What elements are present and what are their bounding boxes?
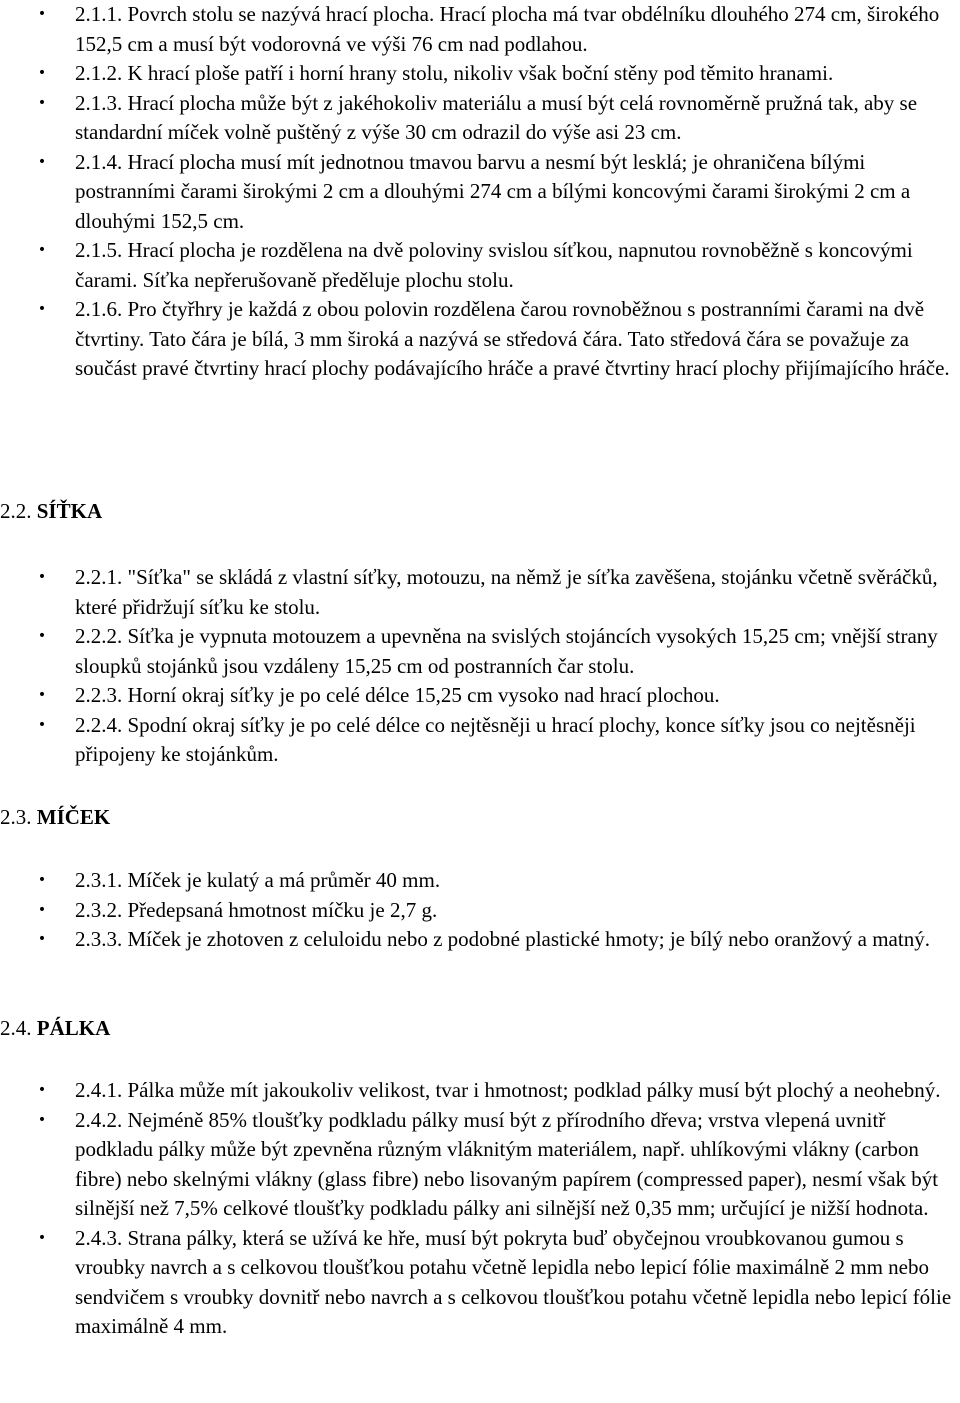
bullet-icon: • xyxy=(37,931,47,947)
item-text: 2.3.1. Míček je kulatý a má průměr 40 mm. xyxy=(75,868,441,892)
list-item xyxy=(0,1224,960,1342)
item-text: 2.4.3. Strana pálky, která se užívá ke hře, musí být pokryta buď obyčejnou vroubkovanou gumou s vroubky navrch a s celkovou tloušťkou potahu včetně lepidla nebo lepicí fólie maximálně 2 mm nebo sendvičem s vroubky dovnitř nebo navrch a s celkovou tloušťkou potahu včetně lepidla nebo lepicí fólie maximálně 4 mm. xyxy=(75,1225,952,1338)
bullet-icon: • xyxy=(37,6,47,22)
section-title: SÍŤKA xyxy=(36,499,103,523)
list-item xyxy=(0,148,960,237)
item-text: 2.1.2. K hrací ploše patří i horní hrany stolu, nikoliv však boční stěny pod těmito hranami. xyxy=(75,61,834,85)
item-text: 2.2.1. "Síťka" se skládá z vlastní síťky, motouzu, na němž je síťka zavěšena, stojánku včetně svěráčků, které přidržují síťku ke stolu. xyxy=(75,565,938,619)
section-number: 2.2. xyxy=(0,499,32,523)
bullet-icon: • xyxy=(37,872,47,888)
item-text: 2.2.3. Horní okraj síťky je po celé délce 15,25 cm vysoko nad hrací plochou. xyxy=(75,683,720,707)
section-heading-ball xyxy=(0,803,960,833)
item-text: 2.1.3. Hrací plocha může být z jakéhokoliv materiálu a musí být celá rovnoměrně pružná tak, aby se standardní míček volně puštěný z výše 30 cm odrazil do výše asi 23 cm. xyxy=(75,90,918,144)
section-heading-net xyxy=(0,497,960,527)
bullet-icon: • xyxy=(37,569,47,585)
bullet-icon: • xyxy=(37,94,47,111)
bullet-icon: • xyxy=(37,628,47,644)
list-item xyxy=(0,59,960,89)
bullet-icon: • xyxy=(37,153,47,170)
ball-section xyxy=(0,866,960,955)
list-item xyxy=(0,866,960,896)
bullet-icon: • xyxy=(37,716,47,733)
list-item xyxy=(0,711,960,770)
list-item xyxy=(0,236,960,295)
bullet-icon: • xyxy=(37,1111,47,1128)
item-text: 2.3.2. Předepsaná hmotnost míčku je 2,7 g. xyxy=(75,897,438,922)
list-item xyxy=(0,622,960,681)
bullet-icon: • xyxy=(37,65,47,81)
ball-list xyxy=(0,866,960,955)
item-text: 2.1.4. Hrací plocha musí mít jednotnou tmavou barvu a nesmí být lesklá; je ohraničena bílými postranními čarami širokými 2 cm a dlouhými 274 cm a bílými koncovými čarami širokými 2 cm a dlouhými 152,5 cm. xyxy=(75,149,911,233)
playing-surface-list xyxy=(0,0,960,384)
bullet-icon: • xyxy=(37,1229,47,1246)
item-text: 2.4.1. Pálka může mít jakoukoliv velikost, tvar i hmotnost; podklad pálky musí být plochý a neohebný. xyxy=(75,1078,941,1102)
racket-section xyxy=(0,1076,960,1342)
item-text: 2.4.2. Nejméně 85% tloušťky podkladu pálky musí být z přírodního dřeva; vrstva vlepená uvnitř podkladu pálky může být zpevněna různým vláknitým materiálem, např. uhlíkovými vlákny (carbon fibre) nebo skelnými vlákny (glass fibre) nebo lisovaným papírem (compressed paper), nesmí však být silnější než 7,5% celkové tloušťky podkladu pálky ani silnější než 0,35 mm; určující je nižší hodnota. xyxy=(75,1107,939,1220)
section-title: PÁLKA xyxy=(36,1016,111,1040)
item-text: 2.1.1. Povrch stolu se nazývá hrací plocha. Hrací plocha má tvar obdélníku dlouhého 274 cm, širokého 152,5 cm a musí být vodorovná ve výši 76 cm nad podlahou. xyxy=(75,2,940,56)
item-text: 2.2.2. Síťka je vypnuta motouzem a upevněna na svislých stojáncích vysokých 15,25 cm; vnější strany sloupků stojánků jsou vzdáleny 15,25 cm od postranních čar stolu. xyxy=(75,624,938,678)
section-title: MÍČEK xyxy=(36,805,111,829)
bullet-icon: • xyxy=(37,301,47,317)
bullet-icon: • xyxy=(37,242,47,258)
bullet-icon: • xyxy=(37,687,47,703)
item-text: 2.2.4. Spodní okraj síťky je po celé délce co nejtěsněji u hrací plochy, konce síťky jsou co nejtěsněji připojeny ke stojánkům. xyxy=(75,712,916,766)
playing-surface-section xyxy=(0,0,960,384)
section-number: 2.3. xyxy=(0,805,32,829)
list-item xyxy=(0,295,960,384)
list-item xyxy=(0,1106,960,1224)
list-item xyxy=(0,681,960,711)
list-item xyxy=(0,1076,960,1106)
section-number: 2.4. xyxy=(0,1016,32,1040)
list-item xyxy=(0,89,960,148)
net-section xyxy=(0,563,960,770)
item-text: 2.1.5. Hrací plocha je rozdělena na dvě poloviny svislou síťkou, napnutou rovnoběžně s koncovými čarami. Síťka nepřerušovaně předěluje plochu stolu. xyxy=(75,238,913,292)
list-item xyxy=(0,0,960,59)
item-text: 2.3.3. Míček je zhotoven z celuloidu nebo z podobné plastické hmoty; je bílý nebo oranžový a matný. xyxy=(75,927,930,951)
bullet-icon: • xyxy=(37,901,47,918)
section-heading-racket xyxy=(0,1014,960,1044)
net-list xyxy=(0,563,960,770)
item-text: 2.1.6. Pro čtyřhry je každá z obou polovin rozdělena čarou rovnoběžnou s postranními čarami na dvě čtvrtiny. Tato čára je bílá, 3 mm široká a nazývá se středová čára. Tato středová čára se považuje za součást pravé čtvrtiny hrací plochy podávajícího hráče a pravé čtvrtiny hrací plochy přijímajícího hráče. xyxy=(75,297,950,380)
bullet-icon: • xyxy=(37,1082,47,1098)
list-item xyxy=(0,563,960,622)
list-item xyxy=(0,896,960,926)
list-item xyxy=(0,925,960,955)
racket-list xyxy=(0,1076,960,1342)
